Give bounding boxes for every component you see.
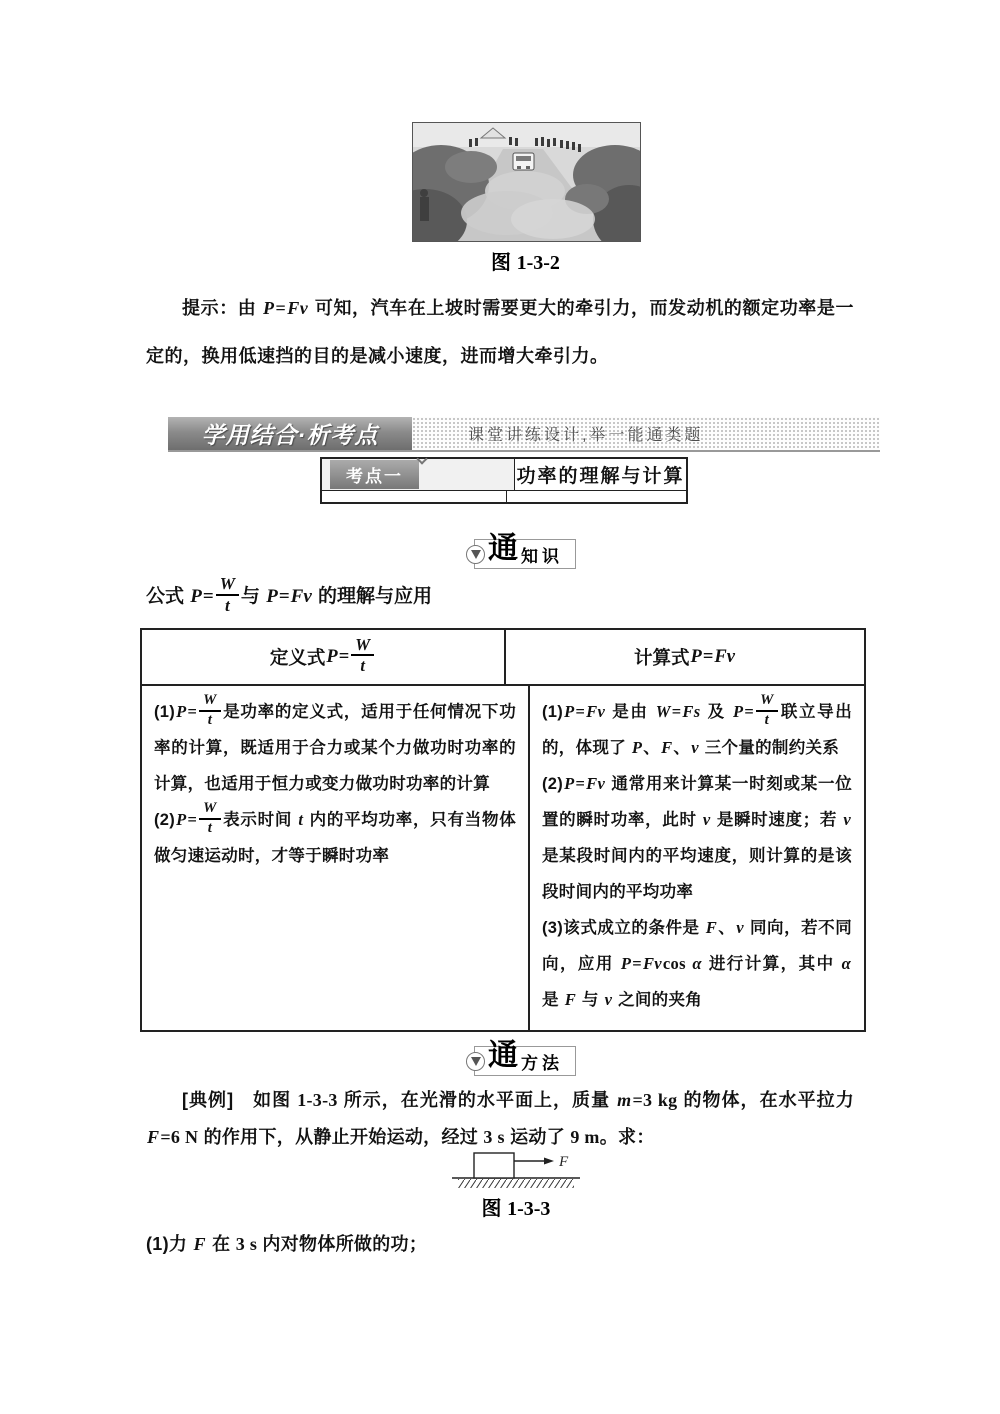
force-label: F: [559, 1154, 569, 1170]
knowledge-table: [140, 628, 866, 1032]
hill-climb-photo: [412, 122, 641, 242]
tong-character: 通: [488, 532, 518, 565]
figure-caption-bottom: 图 1-3-3: [481, 1198, 551, 1220]
figure-caption-top: 图 1-3-2: [491, 252, 560, 274]
drop-icon: [466, 545, 485, 564]
kaodian-badge: 考点一: [330, 460, 419, 489]
section-banner: [168, 417, 880, 452]
table-paragraph: (2)P=Fv 通常用来计算某一时刻或某一位置的瞬时功率，此时 v 是瞬时速度；若 v 是某段时间内的平均速度，则计算的是该段时间内的平均功率: [542, 774, 852, 902]
table-cell-definition: [142, 686, 530, 1030]
table-header-definition: 定义式 P = $\frac{W}{t}$: [142, 630, 506, 684]
table-paragraph: (2)P= $\frac{W}{t}$ 表示时间 t 内的平均功率，只有当物体做匀速运动时，才等于瞬时功率: [154, 800, 517, 866]
table-paragraph: (1)P= $\frac{W}{t}$ 是功率的定义式，适用于任何情况下功率的计算，既适用于合力或某个力做功时功率的计算，也适用于恒力或变力做功时功率的计算: [154, 692, 516, 794]
kaodian-empty-row: [322, 491, 686, 502]
block-rect: [474, 1153, 514, 1178]
hill-climb-photo-art: [413, 123, 640, 241]
table-cell-calculation: [530, 686, 864, 1030]
banner-title: 学用结合·析考点: [168, 417, 412, 450]
spectator: [420, 189, 429, 221]
ground-hatch: [458, 1179, 574, 1188]
drop-icon: [466, 1052, 485, 1071]
banner-subtitle: 课堂讲练设计,举一能通类题: [412, 417, 880, 450]
badge-label: 方法: [521, 1053, 563, 1073]
table-paragraph: (3)该式成立的条件是 F、v 同向，若不同向，应用 P=Fvcos α 进行计算，其中 α 是 F 与 v 之间的夹角: [542, 918, 852, 1010]
table-paragraph: (1)P=Fv 是由 W=Fs 及 P= $\frac{W}{t}$ 联立导出的，体现了 P、F、v 三个量的制约关系: [542, 692, 853, 758]
example-paragraph: [典例] 如图 1-3-3 所示，在光滑的水平面上，质量 m=3 kg 的物体，在水平拉力 F=6 N 的作用下，从静止开始运动，经过 3 s 运动了 9 m。求：: [147, 1090, 854, 1147]
kaodian-badge-cell: [322, 459, 515, 490]
tong-character: 通: [488, 1039, 518, 1072]
car: [513, 153, 534, 170]
hint-paragraph: 提示：由 P=Fv 可知，汽车在上坡时需要更大的牵引力，而发动机的额定功率是一定的，换用低速挡的目的是减小速度，进而增大牵引力。: [146, 298, 854, 366]
method-badge: [474, 1039, 576, 1076]
badge-label: 知识: [521, 546, 563, 566]
kaodian-box: [320, 457, 688, 504]
table-header-calculation: 计算式 P = Fv: [634, 646, 735, 668]
force-diagram: [446, 1144, 586, 1190]
formula-heading: 公式 P= $\frac{W}{t}$ 与 P=Fv 的理解与应用: [146, 574, 433, 615]
knowledge-badge: [474, 532, 576, 569]
question-line: (1)力 F 在 3 s 内对物体所做的功；: [146, 1234, 428, 1254]
kaodian-title: 功率的理解与计算: [516, 466, 685, 487]
